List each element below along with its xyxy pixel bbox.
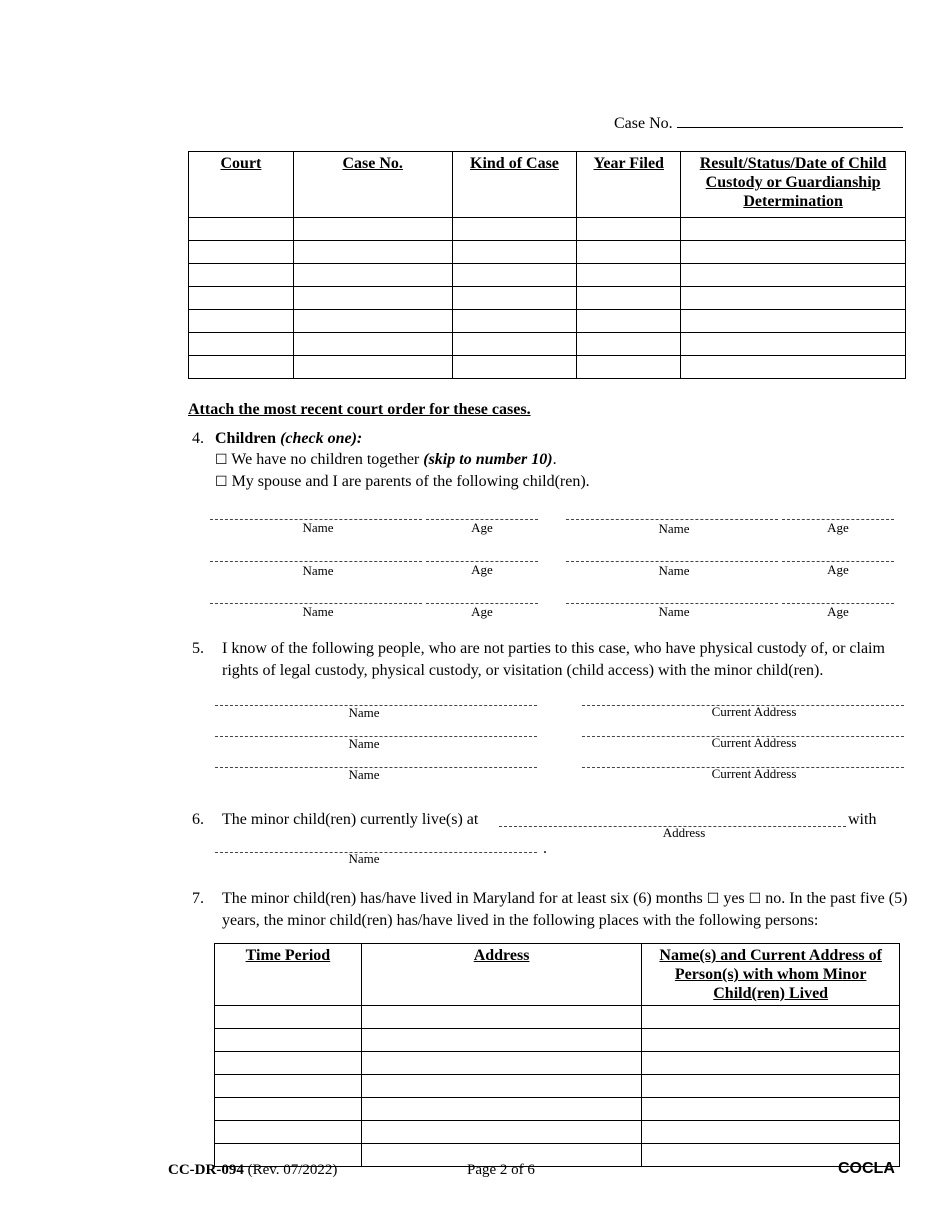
table-cell[interactable] [361,1098,642,1121]
table-cell[interactable] [189,310,294,333]
table-cell[interactable] [452,356,577,379]
table-row [215,1052,900,1075]
q7-number: 7. [192,890,204,907]
table-row [215,1098,900,1121]
custodian-address-caption: Current Address [711,704,797,719]
col-court: Court [189,152,294,218]
table-row [189,264,906,287]
child-name-caption: Name [658,604,690,619]
child-name-caption: Name [658,563,690,578]
table-cell[interactable] [642,1098,900,1121]
table-row [189,241,906,264]
q7-yes-label: yes [723,890,745,907]
child-age-caption: Age [471,604,493,619]
table-cell[interactable] [293,264,452,287]
table-cell[interactable] [215,1029,362,1052]
table-cell[interactable] [361,1006,642,1029]
q7-text-before: The minor child(ren) has/have lived in Maryland for at least six (6) months [222,890,703,907]
case-number-field[interactable] [677,112,903,128]
table-cell[interactable] [361,1052,642,1075]
table-cell[interactable] [642,1075,900,1098]
table-cell[interactable] [577,218,681,241]
case-number-header [614,112,903,133]
custodian-address-caption: Current Address [711,735,797,750]
child-age-caption: Age [827,604,849,619]
table-cell[interactable] [452,264,577,287]
q4-option1-text: We have no children together [231,451,420,468]
q6-number: 6. [192,811,204,828]
footer-page-number: Page 2 of 6 [467,1162,535,1178]
q4-option-no-children[interactable]: ☐ We have no children together (skip to number 10). [215,451,557,468]
table-cell[interactable] [642,1052,900,1075]
table-cell[interactable] [681,333,906,356]
q6-address-caption: Address [662,825,706,840]
table-cell[interactable] [293,287,452,310]
custodian-name-caption: Name [348,705,380,720]
case-number-label: Case No. [614,115,673,132]
table-cell[interactable] [577,287,681,310]
table-cell[interactable] [681,241,906,264]
table-row [215,1075,900,1098]
footer-brand: COCLA [838,1160,895,1177]
col-kind-of-case: Kind of Case [452,152,577,218]
custodian-address-caption: Current Address [711,766,797,781]
table-row [215,1029,900,1052]
table-cell[interactable] [681,287,906,310]
col-result-status: Result/Status/Date of Child Custody or Guardianship Determination [681,152,906,218]
table-row [189,218,906,241]
table-cell[interactable] [452,287,577,310]
q7-text [222,888,922,932]
table-cell[interactable] [681,356,906,379]
table-cell[interactable] [681,218,906,241]
table-row [215,1121,900,1144]
child-name-line[interactable] [566,561,778,562]
custodian-name-caption: Name [348,767,380,782]
q4-title-italic: (check one): [280,430,363,447]
table-row [189,287,906,310]
q7-text-after: In the past five (5) years, the minor child(ren) has/have lived in the following places with the following persons: [222,890,908,929]
table-cell[interactable] [361,1029,642,1052]
table-cell[interactable] [215,1052,362,1075]
table-cell[interactable] [189,287,294,310]
table-row [189,310,906,333]
table-cell[interactable] [577,241,681,264]
attach-note: Attach the most recent court order for these cases. [188,401,531,418]
table-cell[interactable] [293,333,452,356]
table-cell[interactable] [577,310,681,333]
table-cell[interactable] [189,333,294,356]
form-revision: (Rev. 07/2022) [247,1162,338,1178]
child-age-caption: Age [471,562,493,577]
table-cell[interactable] [361,1075,642,1098]
table-cell[interactable] [681,310,906,333]
prior-cases-table [188,151,906,379]
table-cell[interactable] [189,241,294,264]
table-cell[interactable] [215,1121,362,1144]
table-cell[interactable] [361,1121,642,1144]
table-cell[interactable] [215,1098,362,1121]
child-age-caption: Age [827,562,849,577]
col-persons-lived-with: Name(s) and Current Address of Person(s) with whom Minor Child(ren) Lived [642,944,900,1006]
table-cell[interactable] [215,1075,362,1098]
q7-no-label: no. [765,890,786,907]
table-cell[interactable] [215,1006,362,1029]
q6-with: with [848,811,877,828]
table-cell[interactable] [642,1006,900,1029]
child-name-caption: Name [658,521,690,536]
q4-number: 4. [192,430,204,447]
table-cell[interactable] [577,333,681,356]
table-cell[interactable] [189,218,294,241]
child-age-caption: Age [827,520,849,535]
table-row [189,356,906,379]
col-case-no: Case No. [293,152,452,218]
q4-option-parents[interactable] [215,473,590,491]
col-time-period: Time Period [215,944,362,1006]
table-cell[interactable] [293,218,452,241]
table-cell[interactable] [642,1029,900,1052]
col-address: Address [361,944,642,1006]
table-row [189,333,906,356]
table-cell[interactable] [681,264,906,287]
child-age-caption: Age [471,520,493,535]
table-cell[interactable] [577,356,681,379]
child-name-caption: Name [302,604,334,619]
table-cell[interactable] [577,264,681,287]
q5-text: I know of the following people, who are not parties to this case, who have physical custody of, or claim rights of legal custody, physical custody, or visitation (child access) with the minor child(ren). [222,640,885,679]
checkbox-icon[interactable]: ☐ [215,452,228,468]
table-cell[interactable] [642,1121,900,1144]
table-cell[interactable] [452,218,577,241]
table-cell[interactable] [293,241,452,264]
child-name-line[interactable] [210,561,422,562]
checkbox-icon[interactable]: ☐ [215,474,228,490]
table-cell[interactable] [189,356,294,379]
q4-option2-text: My spouse and I are parents of the following child(ren). [231,473,590,490]
q6-period: . [543,840,547,857]
checkbox-icon[interactable]: ☐ [706,891,720,907]
prior-cases-rows [189,218,906,379]
table-cell[interactable] [452,241,577,264]
q6-text: The minor child(ren) currently live(s) at [222,811,479,828]
q4-option1-skip: (skip to number 10) [423,451,553,468]
col-year-filed: Year Filed [577,152,681,218]
child-name-line[interactable] [566,519,778,520]
table-cell[interactable] [293,310,452,333]
footer-form-id [168,1162,337,1179]
q5-number: 5. [192,640,204,657]
checkbox-icon[interactable]: ☐ [748,891,762,907]
q4-title-text: Children [215,430,277,447]
form-id: CC-DR-094 [168,1162,244,1178]
q4-title [215,430,362,448]
custodian-name-caption: Name [348,736,380,751]
table-cell[interactable] [293,356,452,379]
table-cell[interactable] [189,264,294,287]
residence-history-rows [215,1006,900,1167]
table-cell[interactable] [452,333,577,356]
table-row [215,1006,900,1029]
residence-history-table [214,943,900,1167]
q6-name-caption: Name [348,851,380,866]
table-cell[interactable] [452,310,577,333]
child-name-caption: Name [302,520,334,535]
child-name-caption: Name [302,563,334,578]
